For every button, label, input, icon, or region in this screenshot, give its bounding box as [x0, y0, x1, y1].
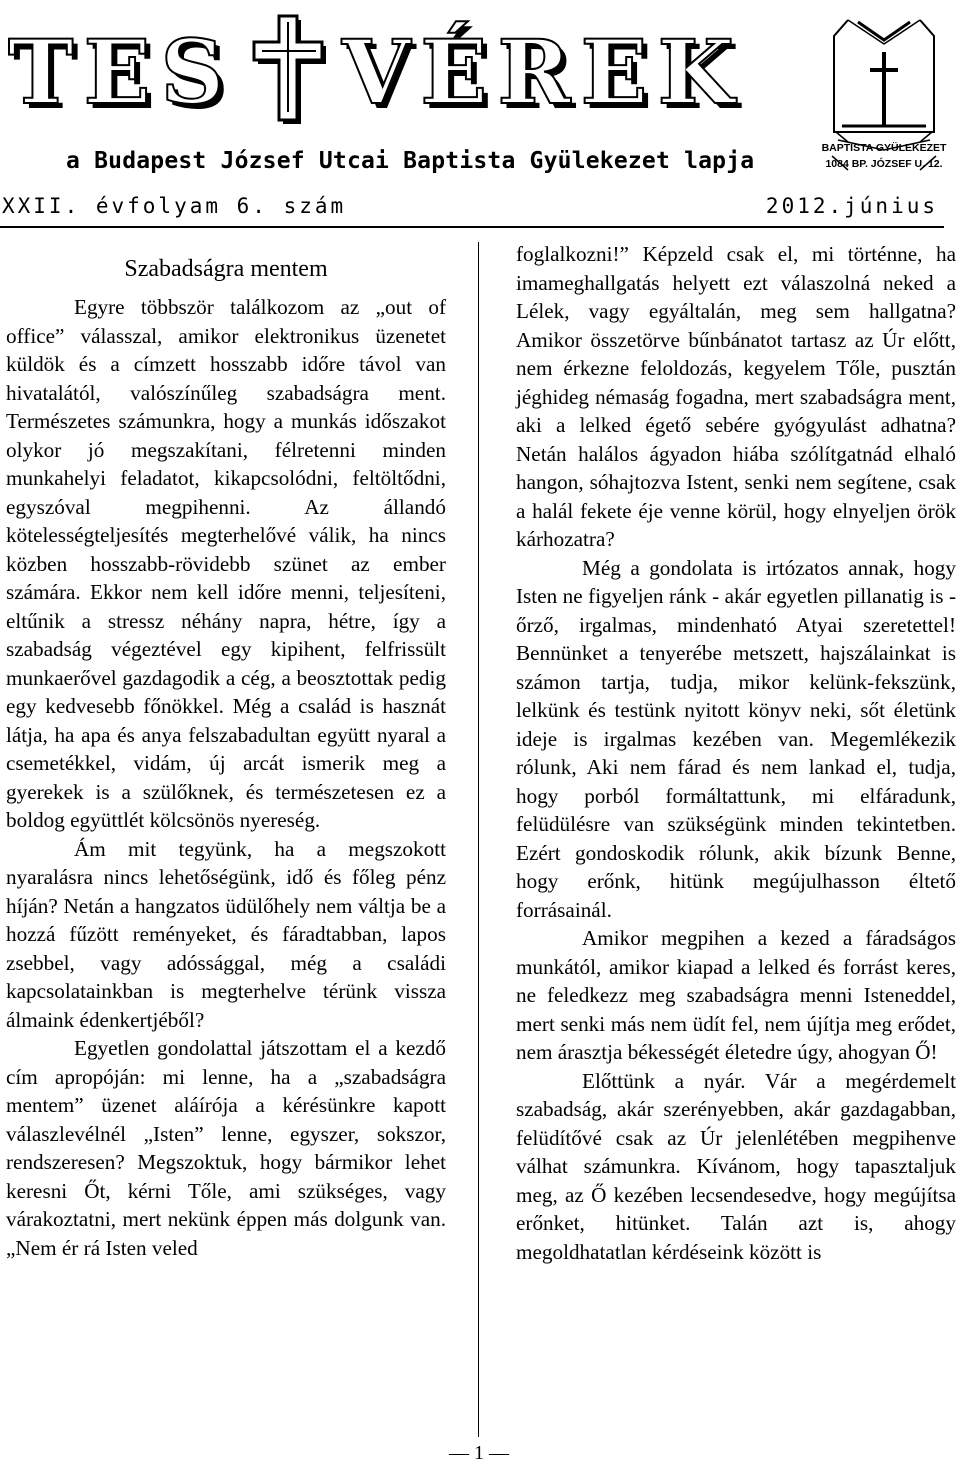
issue-number: XXII. évfolyam 6. szám [2, 194, 347, 218]
article-paragraph: Ám mit tegyünk, ha a megszokott nyaralásra nincs lehetőségünk, idő és főleg pénz híján? Netán a hangzatos üdülőhely nem váltja be a hozzá fűzött reményeket, és fáradtabban, lapos zsebbel, vagy adóssággal, még a családi kapcsolatainkban is megterhelve térünk vissza álmaink édenkertjéből? [6, 836, 446, 1032]
logo-caption-line2: 1084 BP. JÓZSEF U. 12. [825, 158, 943, 170]
masthead-title-right: VÉREK [342, 20, 745, 124]
cross-icon [250, 12, 326, 124]
right-column [516, 240, 956, 1266]
article-paragraph: Egyetlen gondolattal játszottam el a kezdő cím apropóján: mi lenne, ha a „szabadságra mentem” üzenet aláírója a kérésünkre kapott válaszlevélnél „Isten” lenne, egyszer, sokszor, rendszeresen? Megszoktuk, hogy bármikor lehet keresni Őt, kérni Tőle, ami szükséges, vagy várakoztatni, mert nekünk éppen más dolgunk van. „Nem ér rá Isten veled [6, 1036, 446, 1260]
left-column [6, 240, 446, 1262]
header-rule [0, 226, 944, 228]
logo-caption-line1: BAPTISTA GYÜLEKEZET [821, 142, 947, 154]
column-divider [478, 242, 479, 1437]
article-paragraph: Amikor megpihen a kezed a fáradságos munkától, amikor kiapad a lelked és forrást keres, ne feledkezz meg szabadságra menni Isteneddel, mert senki más nem üdít fel, nem újítja meg erődet, nem árasztja békességét életedre úgy, ahogyan Ő! [516, 926, 956, 1064]
issue-line [2, 194, 938, 218]
church-logo [818, 14, 950, 180]
masthead-subtitle: a Budapest József Utcai Baptista Gyülekezet lapja [66, 148, 755, 174]
issue-date: 2012.június [765, 194, 938, 218]
article-paragraph: foglalkozni!” Képzeld csak el, mi történne, ha imameghallgatás helyett ezt válaszolná neked a Lélek, vagy egyáltalán, meg sem hallgatna? Amikor összetörve bűnbánatot tartasz az Úr előtt, nem érkezne feloldozás, kegyelem Tőle, pusztán jéghideg némaság fogadna, mert szabadságra ment, aki a lelked égető sebére gyógyulást adhatna? Netán halálos ágyadon hiába szólítgatnád elhaló hangon, sóhajtozva Istent, senki nem segítene, csak a halál fekete éje venne körül, hogy elnyeljen örök kárhozatra? [516, 242, 956, 551]
article-paragraph: Egyre többször találkozom az „out of office” válasszal, amikor elektronikus üzenetet küldök és a címzett hosszabb időre távol van hivatalától, valószínűleg szabadságra ment. Természetes számunkra, hogy a munkás időszakot olykor jó megszakítani, félretenni minden munkahelyi feladatot, kikapcsolódni, feltöltődni, egyszóval megpihenni. Az állandó kötelességteljesítés megterhelővé válik, ha nincs közben hosszabb-rövidebb szünet az ember számára. Ekkor nem kell időre menni, teljesíteni, eltűnik a stressz néhány napra, hétre, így a szabadság végeztével egy kipihent, felfrissült munkaerővel gazdagodik a cég, a beosztottak pedig egy kedvesebb főnökkel. Még a család is hasznát látja, ha apa és anya felszabadultan együtt nyaral a csemetékkel, vidám, új arcát ismerik meg a gyerekek is a szülőknek, és természetesen ez a boldog együttlét kölcsönös nyereség. [6, 295, 446, 832]
article-paragraph: Előttünk a nyár. Vár a megérdemelt szabadság, akár szerényebben, akár gazdagabban, felüdítővé csak az Úr jelenlétében megpihenve válhat számunkra. Kívánom, hogy tapasztaljuk meg, az Ő kezében lecsendesedve, hogy megújítsa erőnket, hitünket. Talán azt is, ahogy megoldhatatlan kérdéseink között is [516, 1068, 956, 1264]
page-number: — 1 — [449, 1442, 509, 1464]
masthead-title-left: TES [8, 20, 235, 124]
masthead [0, 0, 960, 218]
article-title: Szabadságra mentem [124, 256, 328, 282]
article-paragraph: Még a gondolata is irtózatos annak, hogy Isten ne figyeljen ránk - akár egyetlen pillanatig is - őrző, irgalmas, mindenható Atyai szeretettel! Bennünket a tenyerébe metszett, hajszálainkat is számon tartja, tudja, mikor kelünk-fekszünk, lelkünk és testünk nyitott könyv neki, sőt életünk ideje is irgalmas kezében van. Megemlékezik rólunk, Aki nem fárad és nem lankad el, tudja, hogy porból formáltattunk, mi elfáradunk, felüdülésre van szükségünk minden tekintetben. Ezért gondoskodik rólunk, akik bízunk Benne, hogy erőnk, hitünk megújulhasson éltető forrásainál. [516, 555, 956, 922]
